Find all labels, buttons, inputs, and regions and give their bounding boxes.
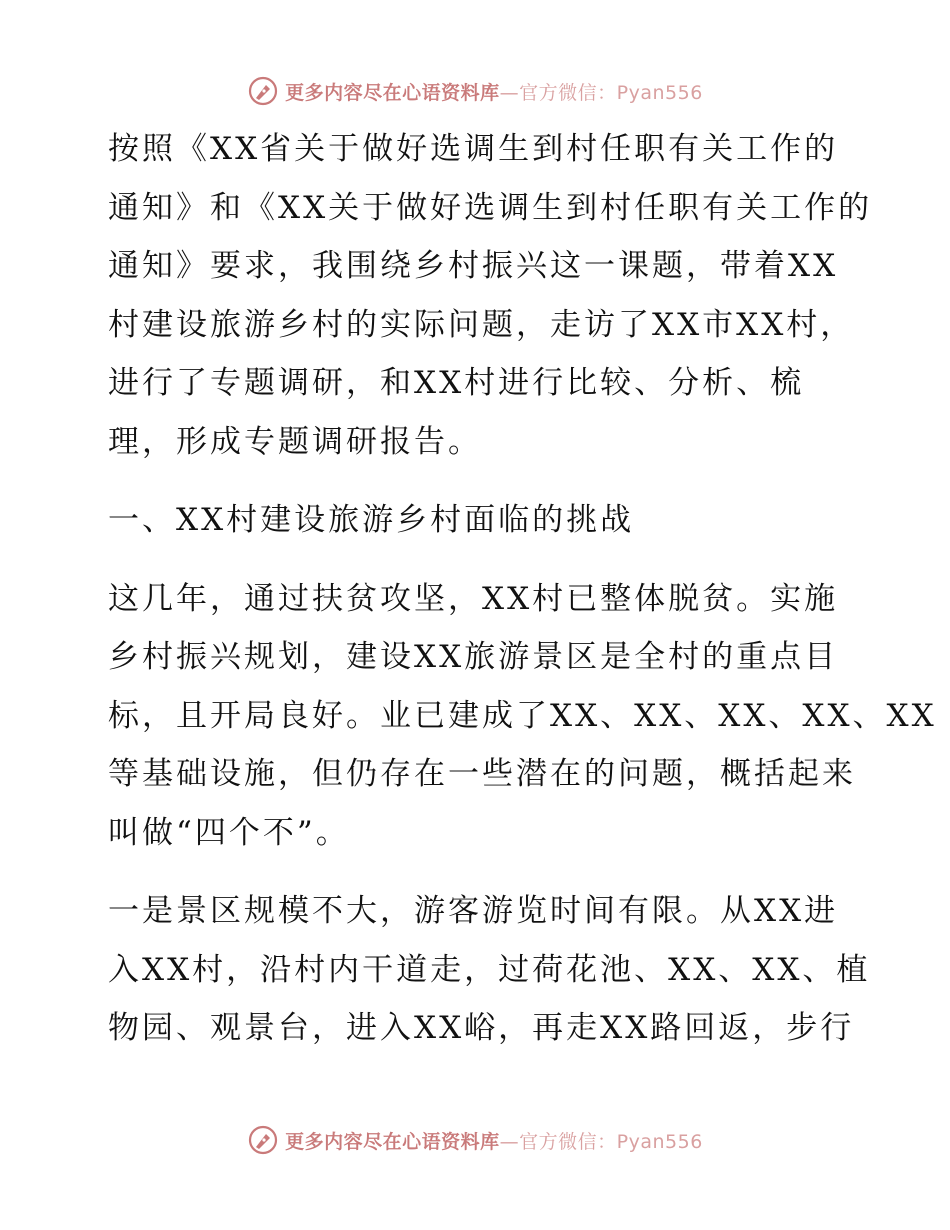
text-line: 进行了专题调研，和XX村进行比较、分析、梳 [108, 365, 805, 401]
watermark-wechat: —官方微信：Pyan556 [499, 81, 703, 104]
text-line: 通知》和《XX关于做好选调生到村任职有关工作的 [108, 189, 873, 226]
text-line: 等基础设施，但仍存在一些潜在的问题，概括起来 [108, 756, 856, 792]
text-line: 这几年，通过扶贫攻坚，XX村已整体脱贫。实施 [108, 580, 839, 617]
header-watermark [0, 71, 950, 111]
watermark-wechat: —官方微信：Pyan556 [499, 1130, 703, 1153]
text-line: 一是景区规模不大，游客游览时间有限。从XX进 [108, 893, 839, 929]
document-body [100, 120, 937, 1078]
text-line: 村建设旅游乡村的实际问题，走访了XX市XX村， [108, 306, 855, 343]
section-heading [100, 491, 865, 550]
watermark-text [285, 1127, 703, 1154]
intro-paragraph [100, 120, 873, 471]
text-line: 按照《XX省关于做好选调生到村任职有关工作的 [108, 131, 839, 167]
text-line: 入XX村，沿村内干道走，过荷花池、XX、XX、植 [108, 951, 871, 988]
pen-nib-logo-icon [247, 1124, 279, 1156]
heading-line: 一、XX村建设旅游乡村面临的挑战 [108, 502, 635, 538]
watermark-brand: 更多内容尽在心语资料库 [285, 1130, 500, 1153]
watermark-brand: 更多内容尽在心语资料库 [285, 81, 500, 104]
watermark-text [285, 78, 703, 105]
first-point-paragraph [100, 882, 871, 1058]
text-line: 物园、观景台，进入XX峪，再走XX路回返，步行 [108, 1010, 855, 1046]
challenges-paragraph [100, 570, 937, 863]
text-line: 乡村振兴规划，建设XX旅游景区是全村的重点目 [108, 639, 839, 675]
footer-watermark [0, 1120, 950, 1160]
text-line: 通知》要求，我围绕乡村振兴这一课题，带着XX [108, 248, 839, 284]
text-line: 标，且开局良好。业已建成了XX、XX、XX、XX、XX [108, 697, 937, 734]
pen-nib-logo-icon [247, 75, 279, 107]
text-line: 理，形成专题调研报告。 [108, 423, 482, 460]
text-line: 叫做“四个不”。 [108, 814, 350, 851]
